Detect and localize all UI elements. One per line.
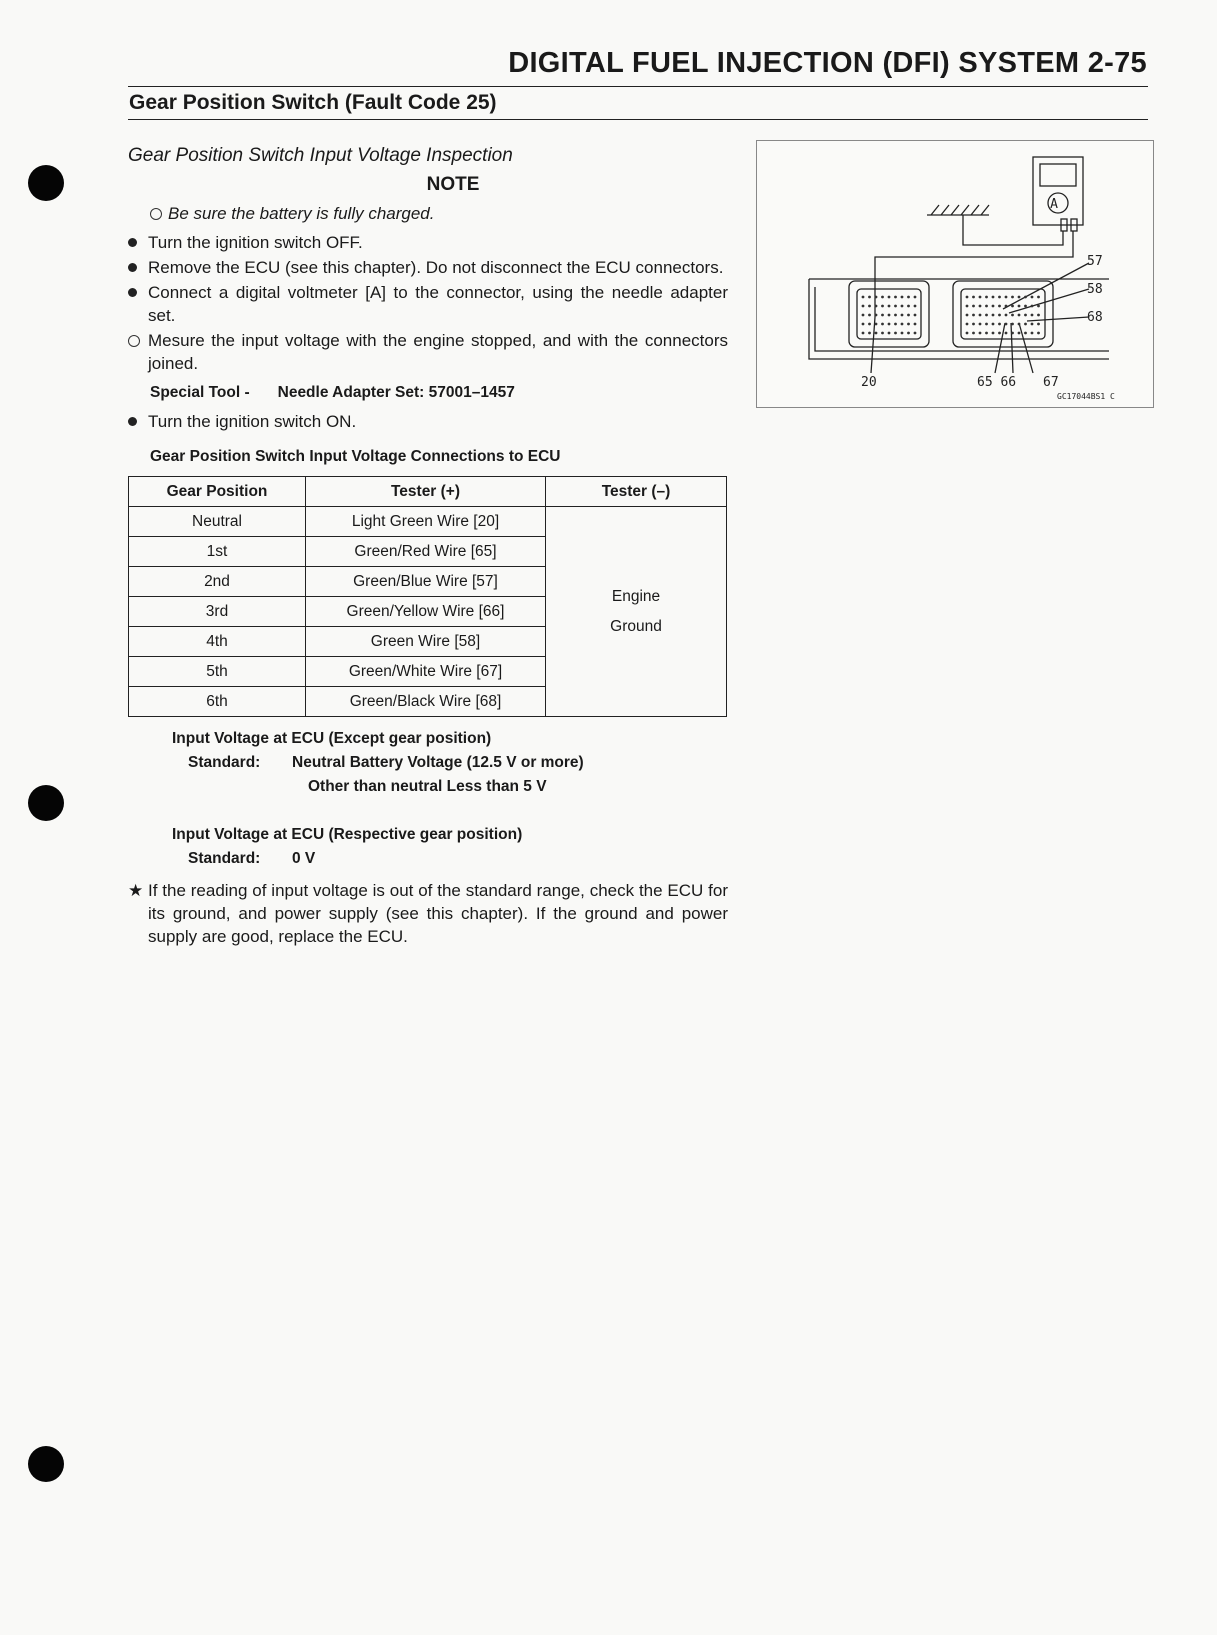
connector-pin bbox=[888, 305, 891, 308]
meter-label-a: A bbox=[1050, 197, 1058, 212]
connector-pin bbox=[907, 296, 910, 299]
connector-pin bbox=[881, 314, 884, 317]
connector-pin bbox=[979, 296, 982, 299]
step-2 bbox=[128, 256, 728, 279]
connector-pin bbox=[901, 332, 904, 335]
connector-pin bbox=[966, 314, 969, 317]
table-caption: Gear Position Switch Input Voltage Connections to ECU bbox=[150, 448, 561, 465]
wire-cell: Green/Red Wire [65] bbox=[306, 537, 546, 567]
connector-pin bbox=[1037, 314, 1040, 317]
step-text: Connect a digital voltmeter [A] to the connector, using the needle adapter set. bbox=[148, 283, 728, 325]
connector-pin bbox=[998, 332, 1001, 335]
step-1 bbox=[128, 231, 728, 254]
connector-pin bbox=[1005, 296, 1008, 299]
connector-pin bbox=[881, 323, 884, 326]
pin-label-68: 68 bbox=[1087, 310, 1103, 325]
connector-pin bbox=[868, 305, 871, 308]
spec-title: Input Voltage at ECU (Except gear position) bbox=[172, 730, 492, 747]
connector-pin bbox=[894, 323, 897, 326]
connections-table bbox=[128, 476, 727, 717]
connector-pin bbox=[1011, 305, 1014, 308]
connector-pin bbox=[862, 314, 865, 317]
star-icon: ★ bbox=[128, 881, 144, 900]
connector-pin bbox=[966, 305, 969, 308]
connector-pin bbox=[875, 332, 878, 335]
connector-pin bbox=[985, 332, 988, 335]
connector-pin bbox=[998, 323, 1001, 326]
connector-pin bbox=[992, 296, 995, 299]
header-tester-plus: Tester (+) bbox=[306, 477, 546, 507]
connector-pin bbox=[966, 296, 969, 299]
connector-pin bbox=[1031, 305, 1034, 308]
wire-cell: Green/Black Wire [68] bbox=[306, 687, 546, 717]
connector-pin bbox=[1018, 305, 1021, 308]
connector-pin bbox=[868, 296, 871, 299]
conclusion-text: If the reading of input voltage is out of the standard range, check the ECU for its ground, and power supply (see this chapter). If the ground and power supply are good, replace the ECU. bbox=[148, 881, 728, 946]
open-circle-icon bbox=[128, 335, 140, 347]
connector-pin bbox=[901, 323, 904, 326]
connector-pin bbox=[907, 332, 910, 335]
bullet-icon bbox=[128, 263, 137, 272]
connector-pin bbox=[1011, 332, 1014, 335]
connector-pin bbox=[875, 296, 878, 299]
connector-pin bbox=[1005, 305, 1008, 308]
connector-pin bbox=[1005, 323, 1008, 326]
connector-pin bbox=[875, 305, 878, 308]
connector-pin bbox=[992, 314, 995, 317]
special-tool bbox=[150, 381, 728, 404]
connector-pin bbox=[888, 296, 891, 299]
conclusion bbox=[128, 879, 728, 948]
connector-pin bbox=[894, 314, 897, 317]
connector-pin bbox=[914, 296, 917, 299]
connector-pin bbox=[881, 296, 884, 299]
bullet-icon bbox=[128, 288, 137, 297]
connector-pin bbox=[1024, 323, 1027, 326]
pin-label-20: 20 bbox=[861, 375, 877, 390]
section-title: Gear Position Switch (Fault Code 25) bbox=[129, 91, 497, 114]
pin-leaders-right bbox=[1003, 263, 1089, 321]
connector-pin bbox=[1011, 296, 1014, 299]
main-column bbox=[128, 144, 728, 948]
connector-pin bbox=[914, 305, 917, 308]
connector-pin bbox=[888, 332, 891, 335]
connector-pin bbox=[1024, 305, 1027, 308]
ground-hatch bbox=[927, 205, 989, 215]
connector-pin bbox=[998, 305, 1001, 308]
table-row bbox=[129, 507, 727, 537]
engine-label: Engine bbox=[611, 587, 661, 605]
wire-cell: Green/Yellow Wire [66] bbox=[306, 597, 546, 627]
connector-pin bbox=[1031, 314, 1034, 317]
connector-pin bbox=[979, 314, 982, 317]
binder-hole-middle bbox=[28, 785, 64, 821]
wiring-diagram-svg bbox=[757, 141, 1153, 407]
spec-except bbox=[172, 727, 728, 799]
figure-code: GC17044BS1 C bbox=[1057, 392, 1115, 401]
connector-pin bbox=[985, 314, 988, 317]
special-tool-value: Needle Adapter Set: 57001–1457 bbox=[277, 384, 515, 401]
connector-pin bbox=[1037, 332, 1040, 335]
wire-cell: Green Wire [58] bbox=[306, 627, 546, 657]
connector-pin bbox=[1031, 296, 1034, 299]
connector-pin bbox=[992, 332, 995, 335]
connector-pin bbox=[901, 296, 904, 299]
connector-pin bbox=[985, 323, 988, 326]
connector-pin bbox=[972, 305, 975, 308]
connector-pin bbox=[1018, 323, 1021, 326]
connector-pin bbox=[875, 323, 878, 326]
connector-pin bbox=[1037, 296, 1040, 299]
connector-pin bbox=[1031, 323, 1034, 326]
connector-pin bbox=[992, 323, 995, 326]
connector-pin bbox=[1018, 332, 1021, 335]
connector-pin bbox=[998, 314, 1001, 317]
pin-leaders-bottom bbox=[871, 317, 1033, 373]
connector-pin bbox=[862, 296, 865, 299]
connector-pin bbox=[972, 314, 975, 317]
spec-value: Neutral Battery Voltage (12.5 V or more) bbox=[292, 754, 584, 771]
header-rule-bottom bbox=[128, 119, 1148, 120]
gear-cell: 6th bbox=[129, 687, 306, 717]
gear-cell: 4th bbox=[129, 627, 306, 657]
spec-value: 0 V bbox=[292, 850, 316, 867]
connector-pin bbox=[862, 305, 865, 308]
ground-lead bbox=[963, 215, 1063, 245]
connector-pin bbox=[972, 332, 975, 335]
table-header-row bbox=[129, 477, 727, 507]
connector-pin bbox=[1018, 296, 1021, 299]
connector-pin bbox=[1005, 332, 1008, 335]
pin-label-57: 57 bbox=[1087, 254, 1103, 269]
special-tool-label: Special Tool - bbox=[150, 384, 250, 401]
step-text: Turn the ignition switch OFF. bbox=[148, 233, 363, 252]
connector-pin bbox=[979, 305, 982, 308]
connector-pin bbox=[1011, 314, 1014, 317]
spec-label: Standard: bbox=[188, 754, 261, 771]
step-text: Mesure the input voltage with the engine stopped, and with the connectors joined. bbox=[148, 331, 728, 373]
connector-pin bbox=[881, 305, 884, 308]
note-title: NOTE bbox=[426, 174, 480, 195]
connector-pin bbox=[907, 314, 910, 317]
connector-pin bbox=[1018, 314, 1021, 317]
connector-pin bbox=[875, 314, 878, 317]
open-circle-icon bbox=[150, 208, 162, 220]
wiring-diagram bbox=[756, 140, 1154, 408]
voltmeter-display bbox=[1040, 164, 1076, 186]
header-tester-minus: Tester (–) bbox=[546, 477, 727, 507]
spec-line bbox=[172, 751, 728, 775]
ground-label: Ground bbox=[610, 617, 662, 635]
spec-title: Input Voltage at ECU (Respective gear position) bbox=[172, 826, 523, 843]
connector-pin bbox=[1005, 314, 1008, 317]
connector-pin bbox=[1037, 323, 1040, 326]
header-gear-position: Gear Position bbox=[129, 477, 306, 507]
connector-pin bbox=[907, 323, 910, 326]
connector-pins bbox=[862, 296, 1040, 335]
connector-pin bbox=[868, 323, 871, 326]
bullet-icon bbox=[128, 238, 137, 247]
connector-pin bbox=[888, 314, 891, 317]
connector-pin bbox=[894, 332, 897, 335]
connector-pin bbox=[868, 314, 871, 317]
connector-pin bbox=[914, 314, 917, 317]
gear-cell: Neutral bbox=[129, 507, 306, 537]
connector-pin bbox=[1024, 296, 1027, 299]
step-4 bbox=[128, 329, 728, 375]
connector-pin bbox=[881, 332, 884, 335]
connector-pin bbox=[972, 323, 975, 326]
wire-cell: Light Green Wire [20] bbox=[306, 507, 546, 537]
header-rule-top bbox=[128, 86, 1148, 87]
connector-pin bbox=[985, 305, 988, 308]
connector-pin bbox=[992, 305, 995, 308]
bullet-icon bbox=[128, 417, 137, 426]
connector-pin bbox=[914, 323, 917, 326]
connector-pin bbox=[894, 296, 897, 299]
spec-line bbox=[172, 847, 728, 871]
connector-pin bbox=[914, 332, 917, 335]
spec-label: Standard: bbox=[188, 850, 261, 867]
step-5 bbox=[128, 410, 728, 433]
note-item bbox=[150, 202, 728, 225]
tester-minus-cell bbox=[546, 507, 727, 717]
step-text: Remove the ECU (see this chapter). Do not disconnect the ECU connectors. bbox=[148, 258, 724, 277]
connector-pin bbox=[966, 323, 969, 326]
connector-pin bbox=[979, 323, 982, 326]
connector-pin bbox=[888, 323, 891, 326]
connector-pin bbox=[1037, 305, 1040, 308]
binder-hole-bottom bbox=[28, 1446, 64, 1482]
connector-pin bbox=[868, 332, 871, 335]
gear-cell: 5th bbox=[129, 657, 306, 687]
binder-hole-top bbox=[28, 165, 64, 201]
connector-pin bbox=[972, 296, 975, 299]
wire-cell: Green/White Wire [67] bbox=[306, 657, 546, 687]
connector-pin bbox=[894, 305, 897, 308]
connector-pin bbox=[998, 296, 1001, 299]
pin-label-65-66: 65 66 bbox=[977, 375, 1017, 390]
note-text: Be sure the battery is fully charged. bbox=[168, 204, 435, 223]
connector-pin bbox=[985, 296, 988, 299]
connector-pin bbox=[1024, 314, 1027, 317]
connector-pin bbox=[862, 323, 865, 326]
connector-pin bbox=[907, 305, 910, 308]
gear-cell: 3rd bbox=[129, 597, 306, 627]
spec-value-2: Other than neutral Less than 5 V bbox=[308, 778, 547, 795]
spec-respective bbox=[172, 823, 728, 871]
connector-pin bbox=[901, 314, 904, 317]
page-header-title: DIGITAL FUEL INJECTION (DFI) SYSTEM 2-75 bbox=[508, 47, 1147, 79]
connector-pin bbox=[1011, 323, 1014, 326]
inspection-subtitle: Gear Position Switch Input Voltage Inspection bbox=[128, 145, 513, 166]
probe-lead bbox=[875, 231, 1073, 317]
connector-pin bbox=[862, 332, 865, 335]
gear-cell: 2nd bbox=[129, 567, 306, 597]
wire-cell: Green/Blue Wire [57] bbox=[306, 567, 546, 597]
connector-pin bbox=[979, 332, 982, 335]
pin-label-67: 67 bbox=[1043, 375, 1059, 390]
connector-pin bbox=[966, 332, 969, 335]
connector-pin bbox=[901, 305, 904, 308]
step-3 bbox=[128, 281, 728, 327]
step-text: Turn the ignition switch ON. bbox=[148, 412, 357, 431]
pin-label-58: 58 bbox=[1087, 282, 1103, 297]
gear-cell: 1st bbox=[129, 537, 306, 567]
connector-pin bbox=[1031, 332, 1034, 335]
connector-pin bbox=[1024, 332, 1027, 335]
